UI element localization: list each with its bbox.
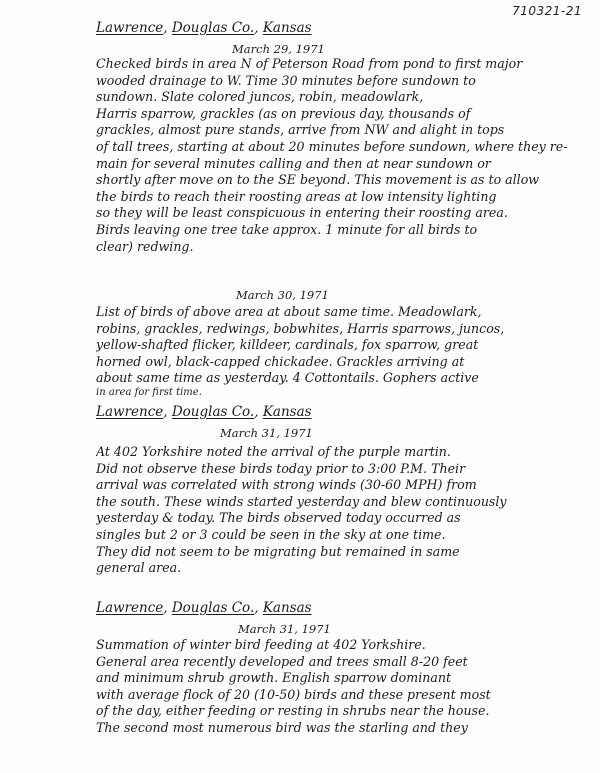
text-line: grackles, almost pure stands, arrive from NW and alight in tops: [96, 122, 505, 138]
text-line: with average flock of 20 (10-50) birds and these present most: [96, 686, 491, 702]
text-line: They did not seem to be migrating but remained in same: [96, 543, 460, 559]
text-line: sundown. Slate colored juncos, robin, meadowlark,: [96, 89, 424, 105]
section-1-body: [96, 56, 576, 255]
text-line: so they will be least conspicuous in entering their roosting area.: [96, 205, 508, 221]
section-4-date: March 31, 1971: [238, 622, 331, 636]
location-city: Lawrence: [96, 600, 164, 616]
text-line: horned owl, black-capped chickadee. Grackles arriving at: [96, 353, 465, 369]
text-line: Checked birds in area N of Peterson Road from pond to first major: [96, 56, 523, 71]
text-line-small: in area for first time.: [96, 386, 202, 398]
section-1-location: Lawrence, Douglas Co., Kansas: [96, 20, 312, 36]
section-3-date: March 31, 1971: [220, 426, 313, 440]
section-2-date: March 30, 1971: [236, 288, 329, 302]
text-line: List of birds of above area at about same time. Meadowlark,: [96, 304, 482, 319]
text-line: The second most numerous bird was the starling and they: [96, 719, 468, 735]
text-line: yellow-shafted flicker, killdeer, cardinals, fox sparrow, great: [96, 337, 479, 353]
text-line: of tall trees, starting at about 20 minutes before sundown, where they re-: [96, 138, 568, 154]
section-4-body: [96, 637, 576, 737]
text-line: Summation of winter bird feeding at 402 Yorkshire.: [96, 637, 426, 652]
section-3-location: Lawrence, Douglas Co., Kansas: [96, 404, 312, 420]
text-line: clear) redwing.: [96, 238, 194, 254]
section-4-location: Lawrence, Douglas Co., Kansas: [96, 600, 312, 616]
text-line: of the day, either feeding or resting in shrubs near the house.: [96, 703, 490, 719]
text-line: shortly after move on to the SE beyond. This movement is as to allow: [96, 172, 540, 188]
text-line: the south. These winds started yesterday and blew continuously: [96, 493, 507, 509]
text-line: and minimum shrub growth. English sparrow dominant: [96, 670, 452, 686]
text-line: arrival was correlated with strong winds (30-60 MPH) from: [96, 477, 477, 493]
section-3-body: [96, 444, 576, 577]
text-line: Did not observe these birds today prior to 3:00 P.M. Their: [96, 460, 466, 476]
location-county: Douglas Co.: [171, 404, 255, 420]
text-line: main for several minutes calling and then at near sundown or: [96, 155, 491, 171]
location-state: Kansas: [262, 20, 312, 36]
text-line: robins, grackles, redwings, bobwhites, Harris sparrows, juncos,: [96, 320, 505, 336]
location-state: Kansas: [262, 600, 312, 616]
text-line: the birds to reach their roosting areas at low intensity lighting: [96, 188, 497, 204]
text-line: general area.: [96, 560, 182, 576]
section-1-date: March 29, 1971: [232, 42, 325, 56]
text-line: singles but 2 or 3 could be seen in the sky at one time.: [96, 526, 446, 542]
location-county: Douglas Co.: [171, 600, 255, 616]
location-county: Douglas Co.: [171, 20, 255, 36]
text-line: Birds leaving one tree take approx. 1 minute for all birds to: [96, 221, 478, 237]
text-line: about same time as yesterday. 4 Cottontails. Gophers active: [96, 370, 479, 386]
location-state: Kansas: [262, 404, 312, 420]
location-city: Lawrence: [96, 20, 164, 36]
text-line: Harris sparrow, grackles (as on previous day, thousands of: [96, 105, 471, 121]
text-line: At 402 Yorkshire noted the arrival of the purple martin.: [96, 444, 451, 459]
document-id: 710321-21: [512, 4, 582, 18]
text-line: General area recently developed and trees small 8-20 feet: [96, 653, 468, 669]
section-2-body: [96, 304, 576, 398]
text-line: yesterday & today. The birds observed today occurred as: [96, 510, 461, 526]
text-line: wooded drainage to W. Time 30 minutes before sundown to: [96, 72, 476, 88]
location-city: Lawrence: [96, 404, 164, 420]
